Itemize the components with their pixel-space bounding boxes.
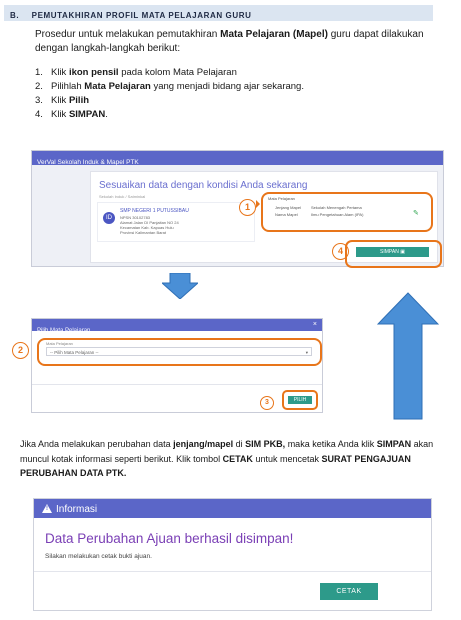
step-number: 3. [35, 95, 43, 106]
info-message: Silakan melakukan cetak bukti ajuan. [45, 553, 152, 560]
mapel-key: Jenjang Mapel [275, 205, 302, 210]
mapel-select[interactable] [46, 347, 312, 356]
pilih-highlight [282, 390, 318, 410]
step-number: 1. [35, 67, 43, 78]
step-item [35, 108, 445, 122]
mapel-key: Nama Mapel [275, 212, 298, 217]
para-text: Jika Anda melakukan perubahan data [20, 439, 174, 449]
step-bold: Pilih [68, 95, 90, 106]
step-badge-2: 2 [12, 342, 29, 359]
para-text: untuk mencetak [252, 453, 322, 464]
app-titlebar [32, 151, 443, 165]
step-bold: ikon pensil [68, 67, 119, 78]
para-bold: SIM PKB, [245, 439, 286, 449]
card-subtitle: Sekolah Induk / Satminkal [99, 194, 146, 199]
info-title: Informasi [56, 504, 98, 515]
step-badge-1: 1 [239, 199, 256, 216]
step-badge-3: 3 [260, 396, 274, 410]
info-divider [34, 571, 431, 572]
mapel-highlight [261, 192, 433, 232]
para-text: akan muncul kotak informasi seperti berikut. Klik tombol [20, 439, 434, 464]
informasi-dialog [33, 498, 432, 611]
arrow-up-icon [377, 292, 439, 420]
select-highlight [37, 338, 322, 366]
step-item [35, 66, 445, 80]
pilih-button[interactable] [288, 396, 312, 404]
mapel-value: Ilmu Pengetahuan Alam (IPA) [311, 212, 364, 217]
mapel-value: Sekolah Menengah Pertama [311, 205, 362, 210]
intro-text-2: guru dapat dilakukan dengan langkah-langkah berikut: [35, 29, 424, 54]
step-text-post: . [105, 109, 108, 120]
para-bold: jenjang/mapel [173, 439, 234, 449]
step-text: Klik [51, 109, 69, 120]
step-bold: Mata Pelajaran [84, 81, 151, 92]
field-label: Mata Pelajaran [46, 341, 73, 346]
step-item [35, 94, 445, 108]
school-icon: ID [103, 212, 115, 224]
para-text: maka ketika Anda klik [285, 439, 377, 449]
pilih-label: PILIH [293, 397, 307, 403]
school-panel [97, 202, 255, 242]
step-text-post: yang menjadi bidang ajar sekarang. [150, 81, 304, 92]
close-icon[interactable]: × [312, 321, 317, 328]
step-text: Pilihlah [51, 81, 85, 92]
info-heading: Data Perubahan Ajuan berhasil disimpan! [45, 531, 294, 546]
save-highlight [345, 240, 442, 268]
step-text-post: pada kolom Mata Pelajaran [118, 67, 237, 78]
intro-text: Prosedur untuk melakukan pemutakhiran [35, 29, 221, 40]
info-paragraph [20, 437, 446, 481]
simpan-button[interactable] [356, 247, 429, 257]
pencil-icon[interactable]: ✎ [413, 210, 419, 217]
school-line: NPSN 30102783 [120, 215, 151, 220]
step-item [35, 80, 445, 94]
badge-pointer-icon [256, 200, 260, 208]
pilih-mapel-dialog [31, 318, 323, 413]
chevron-down-icon: ▾ [305, 350, 308, 355]
simpan-label: SIMPAN [380, 249, 399, 255]
para-bold: CETAK [222, 453, 253, 464]
mapel-label: Mata Pelajaran [268, 196, 295, 201]
save-icon: ▣ [400, 249, 405, 255]
step-bold: SIMPAN [68, 109, 106, 120]
para-text: di [233, 439, 246, 449]
school-name: SMP NEGERI 1 PUTUSSIBAU [120, 208, 189, 214]
school-line: Provinsi Kalimantan Barat [120, 230, 167, 235]
step-badge-4: 4 [332, 243, 349, 260]
select-value: -- Pilih Mata Pelajaran -- [50, 350, 99, 355]
school-line: Alamat Jalan DI Panjaitan NO 24 [120, 220, 179, 225]
arrow-down-icon [162, 273, 198, 299]
school-line: Kecamatan Kab. Kapuas Hulu [120, 225, 174, 230]
section-header [4, 5, 433, 21]
intro-bold: Mata Pelajaran (Mapel) [220, 29, 328, 40]
app-title: VerVal Sekolah Induk & Mapel PTK [37, 159, 139, 166]
steps-list [35, 66, 445, 122]
intro-paragraph [35, 28, 445, 56]
section-label: B. [10, 11, 20, 20]
warning-icon: ! [42, 504, 52, 513]
cetak-button[interactable]: CETAK [320, 583, 378, 600]
step-text: Klik [51, 67, 69, 78]
dialog-divider [32, 384, 322, 385]
card-title: Sesuaikan data dengan kondisi Anda sekarang [99, 180, 308, 191]
dialog-titlebar [32, 319, 322, 334]
step-number: 4. [35, 109, 43, 120]
step-text: Klik [51, 95, 69, 106]
dialog-title: Pilih Mata Pelajaran [37, 328, 91, 334]
para-bold: SURAT PENGAJUAN PERUBAHAN DATA PTK. [20, 453, 411, 478]
info-header [34, 499, 431, 518]
step-number: 2. [35, 81, 43, 92]
para-bold: SIMPAN [376, 439, 412, 449]
section-title: PEMUTAKHIRAN PROFIL MATA PELAJARAN GURU [31, 11, 252, 20]
